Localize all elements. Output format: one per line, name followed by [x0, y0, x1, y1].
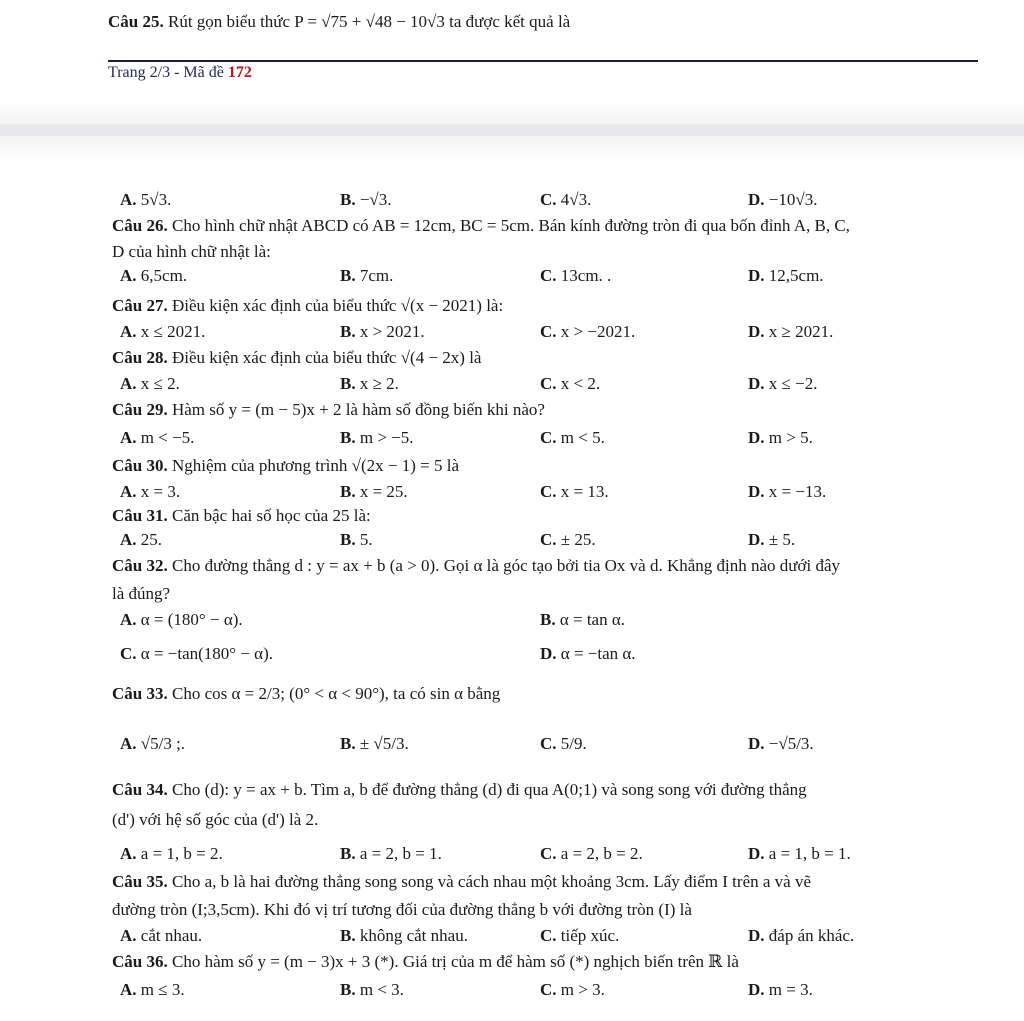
option-letter: C.: [540, 428, 557, 447]
question-number: Câu 25.: [108, 12, 164, 31]
question-number: Câu 33.: [112, 684, 168, 703]
q33-option-b[interactable]: B. ± √5/3.: [340, 734, 409, 753]
q32-option-c[interactable]: C. α = −tan(180° − α).: [120, 644, 273, 663]
option-letter: A.: [120, 322, 137, 341]
option-letter: B.: [340, 266, 356, 285]
question-25-stem: Câu 25. Rút gọn biểu thức P = √75 + √48 − 10√3 ta được kết quả là: [108, 12, 571, 31]
q27-option-d[interactable]: D. x ≥ 2021.: [748, 322, 834, 341]
q32-option-b[interactable]: B. α = tan α.: [540, 610, 626, 629]
option-letter: B.: [340, 322, 356, 341]
q29-option-a[interactable]: A. m < −5.: [120, 428, 195, 447]
q29-option-b[interactable]: B. m > −5.: [340, 428, 414, 447]
option-letter: D.: [748, 428, 765, 447]
q27-option-c[interactable]: C. x > −2021.: [540, 322, 636, 341]
q36-option-a[interactable]: A. m ≤ 3.: [120, 980, 185, 999]
page-code: 172: [227, 64, 252, 81]
question-28-stem: Câu 28. Điều kiện xác định của biểu thức √(4 − 2x) là: [112, 348, 482, 367]
q30-option-b[interactable]: B. x = 25.: [340, 482, 408, 501]
q25-option-a[interactable]: A. 5√3.: [120, 190, 172, 209]
q28-option-a[interactable]: A. x ≤ 2.: [120, 374, 180, 393]
option-letter: C.: [540, 530, 557, 549]
option-letter: A.: [120, 926, 137, 945]
option-letter: D.: [540, 644, 557, 663]
q32-option-a[interactable]: A. α = (180° − α).: [120, 610, 243, 629]
page-footer: [108, 64, 252, 82]
q28-option-b[interactable]: B. x ≥ 2.: [340, 374, 399, 393]
option-letter: A.: [120, 428, 137, 447]
question-number: Câu 34.: [112, 780, 168, 799]
page-footer-rule: [108, 60, 978, 62]
question-number: Câu 30.: [112, 456, 168, 475]
option-letter: A.: [120, 844, 137, 863]
q34-option-a[interactable]: A. a = 1, b = 2.: [120, 844, 223, 863]
option-letter: B.: [340, 482, 356, 501]
question-number: Câu 29.: [112, 400, 168, 419]
option-letter: C.: [540, 266, 557, 285]
q25-option-c[interactable]: C. 4√3.: [540, 190, 592, 209]
option-letter: C.: [540, 926, 557, 945]
option-letter: B.: [340, 428, 356, 447]
question-27-stem: Câu 27. Điều kiện xác định của biểu thức √(x − 2021) là:: [112, 296, 504, 315]
option-letter: C.: [540, 482, 557, 501]
q33-option-a[interactable]: A. √5/3 ;.: [120, 734, 186, 753]
question-34-line-1: Câu 34. Cho (d): y = ax + b. Tìm a, b để đường thẳng (d) đi qua A(0;1) và song song với đường thẳng: [112, 780, 807, 799]
q35-option-a[interactable]: A. cắt nhau.: [120, 926, 203, 945]
q32-option-d[interactable]: D. α = −tan α.: [540, 644, 636, 663]
option-letter: B.: [340, 980, 356, 999]
option-letter: C.: [540, 980, 557, 999]
option-letter: D.: [748, 374, 765, 393]
option-letter: D.: [748, 266, 765, 285]
option-letter: A.: [120, 530, 137, 549]
option-letter: C.: [540, 322, 557, 341]
question-32-line-1: Câu 32. Cho đường thẳng d : y = ax + b (a > 0). Gọi α là góc tạo bởi tia Ox và d. Khẳng định nào dưới đây: [112, 556, 841, 575]
question-number: Câu 35.: [112, 872, 168, 891]
option-letter: A.: [120, 190, 137, 209]
q27-option-b[interactable]: B. x > 2021.: [340, 322, 425, 341]
option-letter: B.: [340, 530, 356, 549]
q34-option-d[interactable]: D. a = 1, b = 1.: [748, 844, 851, 863]
option-letter: C.: [540, 190, 557, 209]
question-number: Câu 26.: [112, 216, 168, 235]
question-number: Câu 28.: [112, 348, 168, 367]
option-letter: C.: [120, 644, 137, 663]
option-letter: B.: [340, 844, 356, 863]
question-number: Câu 36.: [112, 952, 168, 971]
q31-option-a[interactable]: A. 25.: [120, 530, 163, 549]
q26-option-a[interactable]: A. 6,5cm.: [120, 266, 188, 285]
question-32-line-2: là đúng?: [112, 584, 171, 603]
q28-option-d[interactable]: D. x ≤ −2.: [748, 374, 818, 393]
option-letter: B.: [540, 610, 556, 629]
option-letter: D.: [748, 530, 765, 549]
q30-option-a[interactable]: A. x = 3.: [120, 482, 181, 501]
option-letter: D.: [748, 844, 765, 863]
option-letter: D.: [748, 926, 765, 945]
option-letter: A.: [120, 374, 137, 393]
q25-option-d[interactable]: D. −10√3.: [748, 190, 818, 209]
option-letter: B.: [340, 190, 356, 209]
q31-option-c[interactable]: C. ± 25.: [540, 530, 596, 549]
q30-option-d[interactable]: D. x = −13.: [748, 482, 827, 501]
option-letter: A.: [120, 266, 137, 285]
question-34-line-2: (d') với hệ số góc của (d') là 2.: [112, 810, 319, 829]
option-letter: B.: [340, 926, 356, 945]
question-36-stem: Câu 36. Cho hàm số y = (m − 3)x + 3 (*). Giá trị của m để hàm số (*) nghịch biến trên ℝ là: [112, 952, 739, 971]
question-30-stem: Câu 30. Nghiệm của phương trình √(2x − 1) = 5 là: [112, 456, 460, 475]
option-letter: D.: [748, 980, 765, 999]
option-letter: C.: [540, 374, 557, 393]
option-letter: B.: [340, 374, 356, 393]
q34-option-c[interactable]: C. a = 2, b = 2.: [540, 844, 643, 863]
q26-option-c[interactable]: C. 13cm. .: [540, 266, 612, 285]
option-letter: D.: [748, 482, 765, 501]
page-gap: [0, 124, 1024, 136]
option-letter: B.: [340, 734, 356, 753]
question-number: Câu 27.: [112, 296, 168, 315]
option-letter: D.: [748, 734, 765, 753]
option-letter: A.: [120, 734, 137, 753]
q33-option-c[interactable]: C. 5/9.: [540, 734, 587, 753]
q29-option-d[interactable]: D. m > 5.: [748, 428, 813, 447]
option-letter: D.: [748, 190, 765, 209]
question-35-line-2: đường tròn (I;3,5cm). Khi đó vị trí tương đối của đường thẳng b với đường tròn (I) là: [112, 900, 692, 919]
option-letter: A.: [120, 482, 137, 501]
q31-option-b[interactable]: B. 5.: [340, 530, 373, 549]
q26-option-b[interactable]: B. 7cm.: [340, 266, 394, 285]
option-letter: D.: [748, 322, 765, 341]
q26-option-d[interactable]: D. 12,5cm.: [748, 266, 824, 285]
question-29-stem: Câu 29. Hàm số y = (m − 5)x + 2 là hàm số đồng biến khi nào?: [112, 400, 545, 419]
q36-option-b[interactable]: B. m < 3.: [340, 980, 404, 999]
q30-option-c[interactable]: C. x = 13.: [540, 482, 609, 501]
q25-option-b[interactable]: B. −√3.: [340, 190, 392, 209]
q34-option-b[interactable]: B. a = 2, b = 1.: [340, 844, 442, 863]
option-letter: A.: [120, 610, 137, 629]
q28-option-c[interactable]: C. x < 2.: [540, 374, 601, 393]
q29-option-c[interactable]: C. m < 5.: [540, 428, 605, 447]
q33-option-d[interactable]: D. −√5/3.: [748, 734, 814, 753]
option-letter: C.: [540, 844, 557, 863]
question-35-line-1: Câu 35. Cho a, b là hai đường thẳng song song và cách nhau một khoảng 3cm. Lấy điểm I trên a và vẽ: [112, 872, 811, 891]
option-letter: A.: [120, 980, 137, 999]
q35-option-c[interactable]: C. tiếp xúc.: [540, 926, 620, 945]
q27-option-a[interactable]: A. x ≤ 2021.: [120, 322, 206, 341]
question-number: Câu 31.: [112, 506, 168, 525]
page-footer-label: Trang 2/3 - Mã đề: [108, 64, 228, 81]
q35-option-d[interactable]: D. đáp án khác.: [748, 926, 855, 945]
q36-option-d[interactable]: D. m = 3.: [748, 980, 813, 999]
q31-option-d[interactable]: D. ± 5.: [748, 530, 796, 549]
question-31-stem: Câu 31. Căn bậc hai số học của 25 là:: [112, 506, 371, 525]
question-number: Câu 32.: [112, 556, 168, 575]
question-26-line-2: D của hình chữ nhật là:: [112, 242, 271, 261]
option-letter: C.: [540, 734, 557, 753]
question-26-line-1: Câu 26. Cho hình chữ nhật ABCD có AB = 12cm, BC = 5cm. Bán kính đường tròn đi qua bốn đỉnh A, B, C,: [112, 216, 850, 235]
q35-option-b[interactable]: B. không cắt nhau.: [340, 926, 468, 945]
question-33-stem: Câu 33. Cho cos α = 2/3; (0° < α < 90°), ta có sin α bằng: [112, 684, 501, 703]
q36-option-c[interactable]: C. m > 3.: [540, 980, 605, 999]
